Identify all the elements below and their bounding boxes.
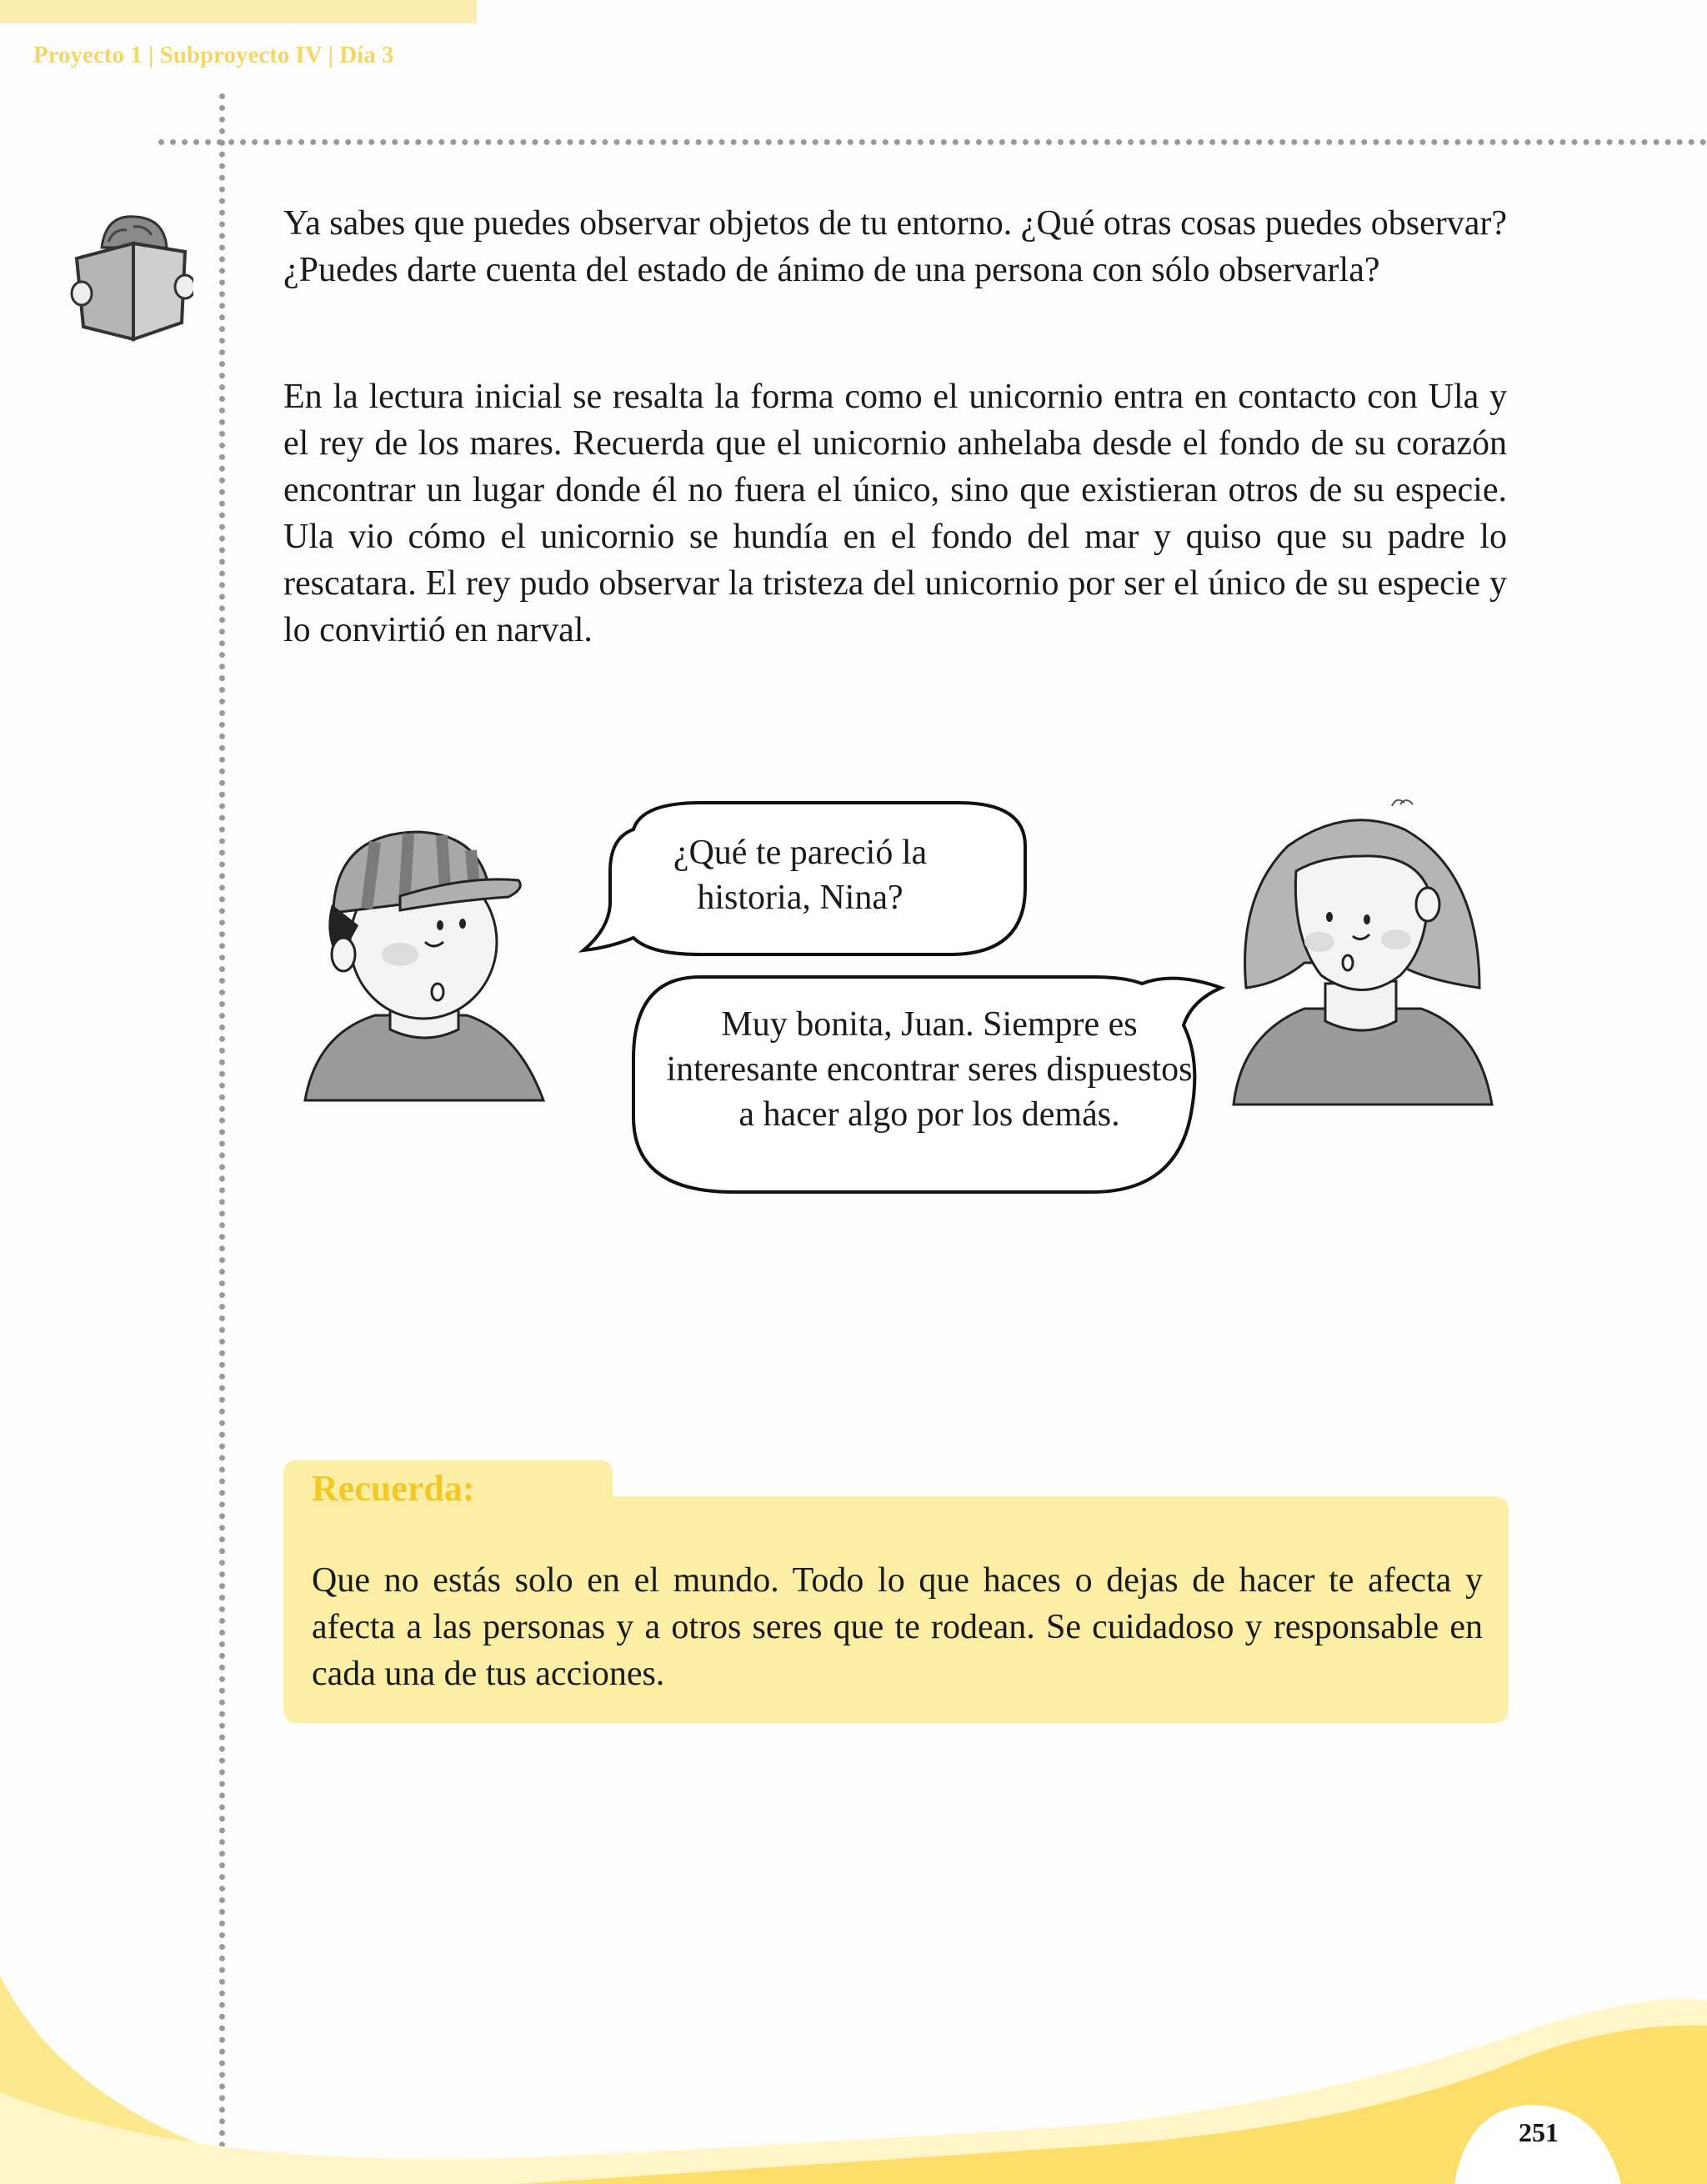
recuerda-title: Recuerda:	[312, 1468, 475, 1509]
footer-wave-decoration	[0, 1976, 1707, 2184]
speech-bubble-juan-text: ¿Qué te pareció la historia, Nina?	[673, 834, 928, 917]
horizontal-dotted-divider	[158, 139, 1707, 145]
girl-nina-illustration	[1229, 796, 1513, 1113]
recuerda-text: Que no estás solo en el mundo. Todo lo que haces o dejas de hacer te afecta y afecta a las personas y a otros seres que te rodean. Se cuidadoso y responsable en cada una de tus acciones.	[312, 1561, 1483, 1693]
child-reading-book-icon	[68, 210, 193, 343]
breadcrumb: Proyecto 1 | Subproyecto IV | Día 3	[33, 42, 394, 68]
top-accent-bar	[0, 0, 477, 23]
intro-paragraph-2: En la lectura inicial se resalta la forma como el unicornio entra en contacto con Ula y el rey de los mares. Recuerda que el unicornio anhelaba desde el fondo de su corazón encontrar un lugar donde él no fuera el único, sino que existieran otros de su especie. Ula vio cómo el unicornio se hundía en el fondo del mar y quiso que su padre lo rescatara. El rey pudo observar la tristeza del unicornio por ser el único de su especie y lo convirtió en narval.	[283, 378, 1507, 649]
vertical-dotted-divider	[219, 93, 225, 2184]
page-number: 251	[1519, 2117, 1559, 2147]
speech-bubble-nina-text: Muy bonita, Juan. Siempre es interesante encontrar seres dispuestos a hacer algo por los demás.	[666, 1005, 1193, 1134]
intro-paragraph-1: Ya sabes que puedes observar objetos de tu entorno. ¿Qué otras cosas puedes observar? ¿Puedes darte cuenta del estado de ánimo de una persona con sólo observarla?	[283, 204, 1507, 289]
boy-juan-illustration	[300, 817, 550, 1109]
